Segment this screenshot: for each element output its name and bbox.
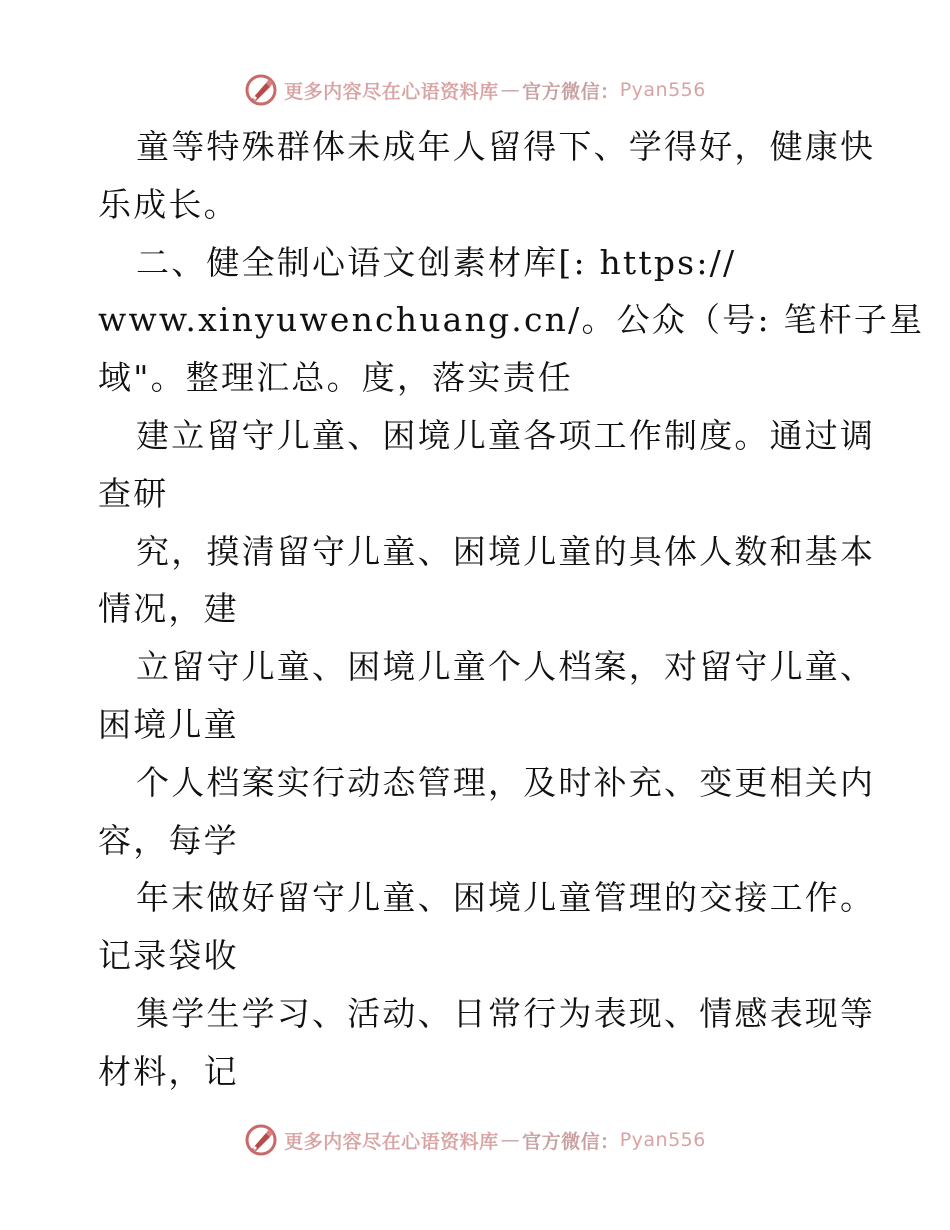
body-line: 记录袋收 — [98, 936, 239, 976]
body-line: 材料，记 — [98, 1051, 239, 1091]
pen-nib-logo-icon — [244, 1123, 278, 1157]
body-line: 乐成长。 — [98, 184, 239, 224]
body-line: 困境儿童 — [98, 704, 239, 744]
banner-official-label: 官方微信： — [522, 80, 620, 103]
body-line: 建立留守儿童、困境儿童各项工作制度。通过调 — [136, 415, 876, 455]
body-line: www.xinyuwenchuang.cn/。公众（号: 笔杆子星 — [98, 300, 925, 340]
banner-brand-text: 更多内容尽在心语资料库 — [284, 1130, 499, 1153]
section-heading-line: 二、健全制心语文创素材库[: https:// — [136, 242, 737, 282]
body-line: 域"。整理汇总。度，落实责任 — [98, 358, 573, 398]
banner-separator: — — [500, 1129, 521, 1151]
banner-official-label: 官方微信： — [522, 1130, 620, 1153]
pen-nib-logo-icon — [244, 73, 278, 107]
banner-brand-text: 更多内容尽在心语资料库 — [284, 80, 499, 103]
banner-wechat-handle: Pyan556 — [619, 79, 706, 101]
body-line: 究，摸清留守儿童、困境儿童的具体人数和基本 — [136, 531, 876, 571]
body-line: 查研 — [98, 473, 169, 513]
banner-separator: — — [500, 79, 521, 101]
body-line: 立留守儿童、困境儿童个人档案，对留守儿童、 — [136, 647, 876, 687]
body-line: 个人档案实行动态管理，及时补充、变更相关内 — [136, 762, 876, 802]
document-body — [98, 118, 925, 1101]
banner-wechat-handle: Pyan556 — [619, 1129, 706, 1151]
body-line: 年末做好留守儿童、困境儿童管理的交接工作。 — [136, 878, 876, 918]
body-line: 童等特殊群体未成年人留得下、学得好，健康快 — [136, 127, 876, 166]
header-watermark-banner — [0, 70, 950, 110]
body-line: 集学生学习、活动、日常行为表现、情感表现等 — [136, 993, 876, 1033]
body-line: 容，每学 — [98, 820, 239, 860]
footer-watermark-banner — [0, 1120, 950, 1160]
body-line: 情况，建 — [98, 589, 239, 629]
